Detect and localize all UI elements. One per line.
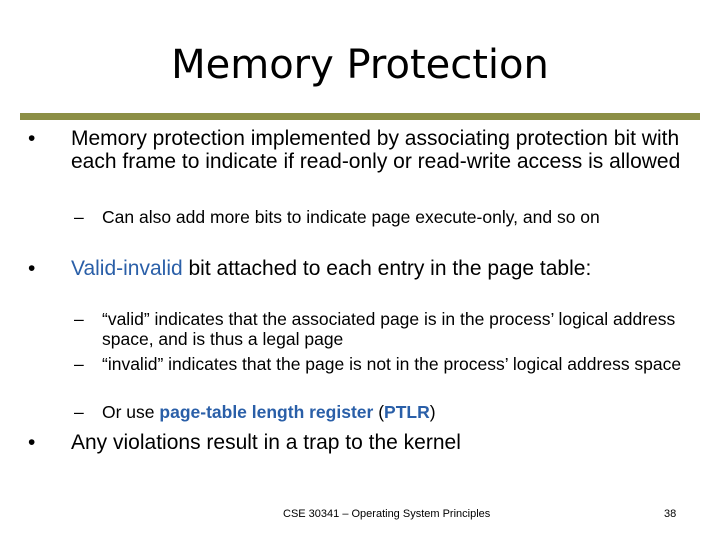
footer-page-number: 38 [664,508,677,520]
bullet-1-sub-1 [74,207,694,227]
bullet-3 [28,431,688,454]
sub-bullet-dash: – [74,402,84,422]
bullet-2-sub-3 [74,402,694,422]
bullet-2-sub-2-text: “invalid” indicates that the page is not in the process’ logical address space [102,354,682,374]
bullet-2-sub-3-text [102,402,694,422]
sub-bullet-dash: – [74,309,84,329]
bullet-2-rest: bit attached to each entry in the page table: [182,257,592,280]
sub-bullet-dash: – [74,207,84,227]
sub-bullet-dash: – [74,354,84,374]
bullet-1-sub-1-text: Can also add more bits to indicate page execute-only, and so on [102,207,600,227]
slide-title: Memory Protection [171,42,549,88]
bullet-2-text [71,257,688,280]
bullet-2 [28,257,688,280]
bullet-2-sub-1 [74,309,694,349]
ptlr-abbr: PTLR [384,402,430,422]
sub-3-middle: ( [373,402,385,422]
sub-3-prefix: Or use [102,402,160,422]
bullet-2-sub-1-text: “valid” indicates that the associated page is in the process’ logical address space, and is thus a legal page [102,309,676,349]
bullet-dot: • [28,257,36,280]
bullet-dot: • [28,127,36,150]
title-divider [20,113,700,120]
sub-3-suffix: ) [429,402,436,422]
footer-course: CSE 30341 – Operating System Principles [283,508,491,520]
bullet-dot: • [28,431,36,454]
bullet-1 [28,127,688,173]
bullet-2-sub-2 [74,354,694,374]
bullet-1-text: Memory protection implemented by associating protection bit with each frame to indicate if read-only or read-write access is allowed [71,127,681,173]
ptlr-term: page-table length register [159,402,374,422]
valid-invalid-term: Valid-invalid [71,257,183,280]
bullet-3-text: Any violations result in a trap to the kernel [71,431,461,454]
